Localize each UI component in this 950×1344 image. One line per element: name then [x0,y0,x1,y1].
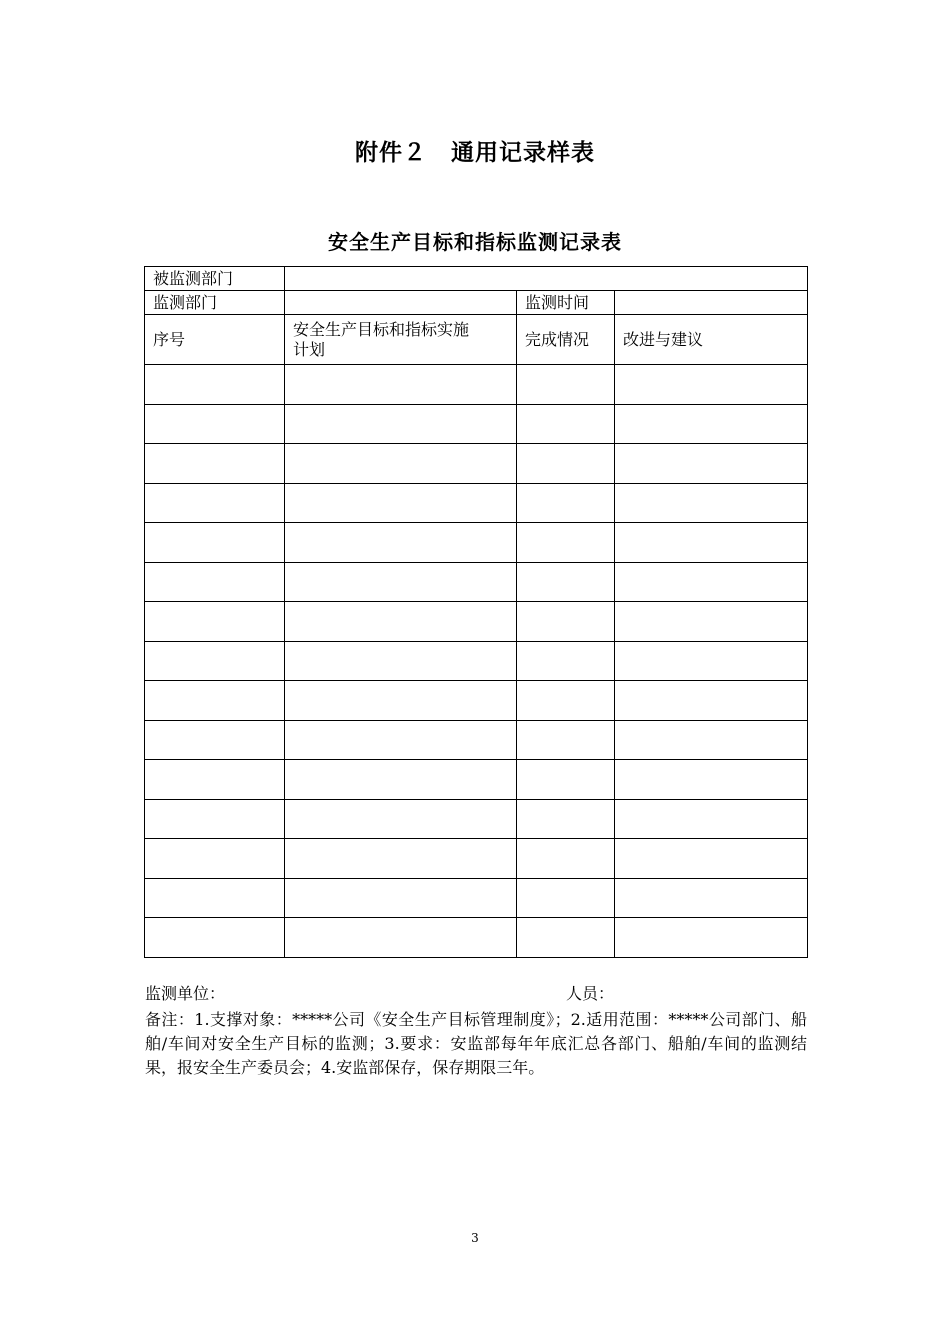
serial-cell[interactable] [145,918,285,958]
plan-cell[interactable] [285,918,517,958]
improvement-cell[interactable] [615,483,808,523]
table-row [145,799,808,839]
completion-cell[interactable] [517,562,615,602]
remarks-note: 备注：1.支撑对象：*****公司《安全生产目标管理制度》；2.适用范围：*****公司部门、船舶/车间对安全生产目标的监测；3.要求：安监部每年年底汇总各部门、船舶/车间的监测结果，报安全生产委员会；4.安监部保存，保存期限三年。 [145,1010,807,1077]
completion-cell[interactable] [517,799,615,839]
serial-cell[interactable] [145,878,285,918]
plan-cell[interactable] [285,878,517,918]
table-row [145,444,808,484]
personnel-label: 人员： [566,984,615,1003]
table-row-monitoring-dept [145,291,808,315]
serial-cell[interactable] [145,523,285,563]
table-row [145,641,808,681]
table-row [145,365,808,405]
plan-cell[interactable] [285,562,517,602]
improvement-cell[interactable] [615,720,808,760]
serial-cell[interactable] [145,681,285,721]
completion-cell[interactable] [517,365,615,405]
plan-cell[interactable] [285,404,517,444]
table-row [145,523,808,563]
improvement-cell[interactable] [615,918,808,958]
table-row-dept-monitored [145,267,808,291]
plan-cell[interactable] [285,444,517,484]
improvement-cell[interactable] [615,799,808,839]
plan-cell[interactable] [285,799,517,839]
table-row [145,562,808,602]
table-row [145,602,808,642]
attachment-title: 附件２ 通用记录样表 [355,140,595,166]
improvement-cell[interactable] [615,878,808,918]
dept-monitored-label: 被监测部门 [145,267,285,291]
plan-cell[interactable] [285,720,517,760]
plan-cell[interactable] [285,483,517,523]
column-header-serial: 序号 [145,315,285,365]
plan-cell[interactable] [285,641,517,681]
serial-cell[interactable] [145,562,285,602]
plan-cell[interactable] [285,839,517,879]
completion-cell[interactable] [517,641,615,681]
plan-cell[interactable] [285,365,517,405]
improvement-cell[interactable] [615,404,808,444]
improvement-cell[interactable] [615,760,808,800]
serial-cell[interactable] [145,641,285,681]
table-row [145,681,808,721]
column-header-completion: 完成情况 [517,315,615,365]
plan-cell[interactable] [285,602,517,642]
monitoring-time-label: 监测时间 [517,291,615,315]
completion-cell[interactable] [517,681,615,721]
monitoring-dept-field[interactable] [285,291,517,315]
table-row [145,483,808,523]
monitoring-time-field[interactable] [615,291,808,315]
table-row [145,839,808,879]
monitoring-dept-label: 监测部门 [145,291,285,315]
completion-cell[interactable] [517,839,615,879]
plan-cell[interactable] [285,760,517,800]
completion-cell[interactable] [517,523,615,563]
improvement-cell[interactable] [615,523,808,563]
serial-cell[interactable] [145,602,285,642]
improvement-cell[interactable] [615,602,808,642]
monitoring-unit-label: 监测单位： [145,984,226,1003]
improvement-cell[interactable] [615,839,808,879]
plan-cell[interactable] [285,681,517,721]
improvement-cell[interactable] [615,681,808,721]
table-row [145,760,808,800]
completion-cell[interactable] [517,404,615,444]
improvement-cell[interactable] [615,641,808,681]
serial-cell[interactable] [145,444,285,484]
improvement-cell[interactable] [615,365,808,405]
completion-cell[interactable] [517,602,615,642]
table-header-row [145,315,808,365]
table-row [145,878,808,918]
dept-monitored-field[interactable] [285,267,808,291]
serial-cell[interactable] [145,720,285,760]
serial-cell[interactable] [145,404,285,444]
column-header-plan: 安全生产目标和指标实施计划 [285,315,517,365]
completion-cell[interactable] [517,760,615,800]
table-row [145,404,808,444]
page-number: 3 [471,1231,479,1245]
plan-cell[interactable] [285,523,517,563]
table-row [145,720,808,760]
serial-cell[interactable] [145,760,285,800]
form-title: 安全生产目标和指标监测记录表 [328,230,622,254]
table-row [145,918,808,958]
column-header-improvement: 改进与建议 [615,315,808,365]
completion-cell[interactable] [517,878,615,918]
completion-cell[interactable] [517,918,615,958]
serial-cell[interactable] [145,839,285,879]
completion-cell[interactable] [517,720,615,760]
serial-cell[interactable] [145,365,285,405]
completion-cell[interactable] [517,444,615,484]
improvement-cell[interactable] [615,444,808,484]
completion-cell[interactable] [517,483,615,523]
monitoring-record-table [144,266,808,958]
serial-cell[interactable] [145,483,285,523]
improvement-cell[interactable] [615,562,808,602]
serial-cell[interactable] [145,799,285,839]
